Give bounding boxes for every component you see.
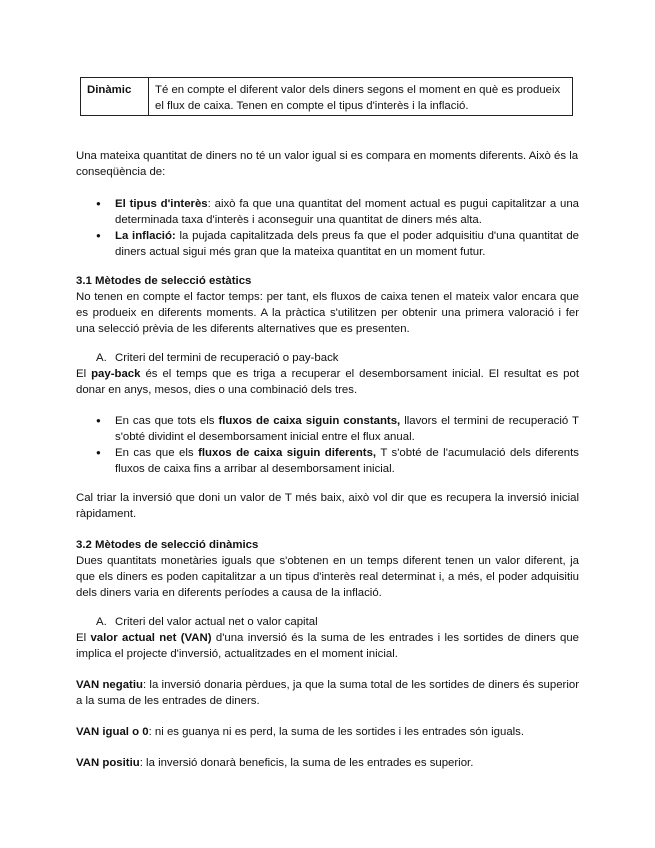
conclusion-block (76, 490, 579, 522)
van-paragraph: El valor actual net (VAN) d'una inversió és la suma de les entrades i les sortides de diners que implica el projecte d'inversió, actualitzades en el moment inicial. (76, 632, 579, 660)
intro-paragraph: Una mateixa quantitat de diners no té un valor igual si es compara en moments diferents. Això és la conseqüència de: (76, 150, 579, 178)
van-positive-paragraph: VAN positiu: la inversió donarà beneficis, la suma de les entrades es superior. (76, 757, 474, 769)
conclusion-paragraph: Cal triar la inversió que doni un valor de T més baix, això vol dir que es recupera la inversió inicial ràpidament. (76, 492, 579, 520)
sub-item-title: A. Criteri del valor actual net o valor capital (96, 616, 318, 628)
section-3-1 (76, 273, 579, 337)
list-item: ● La inflació: la pujada capitalitzada dels preus fa que el poder adquisitiu d'una quantitat de diners actual sigui més gran que la mateixa quantitat en un moment futur. (76, 228, 579, 260)
table-label: Dinàmic (81, 78, 149, 115)
van-negative-block (76, 677, 579, 709)
payback-block (76, 350, 579, 398)
bullets-cashflow (76, 413, 579, 477)
list-item: ● En cas que els fluxos de caixa siguin diferents, T s'obté de l'acumulació dels diferents fluxos de caixa fins a arribar al desemborsament inicial. (76, 445, 579, 477)
van-zero-block (76, 724, 579, 740)
list-item: ● El tipus d'interès: això fa que una quantitat del moment actual es pugui capitalitzar a una determinada taxa d'interès i aconseguir una quantitat de diners més alta. (76, 196, 579, 228)
van-negative-paragraph: VAN negatiu: la inversió donaria pèrdues, ja que la suma total de les sortides de diners és superior a la suma de les entrades de diners. (76, 679, 579, 707)
section-paragraph: Dues quantitats monetàries iguals que s'obtenen en un temps diferent tenen un valor diferent, ja que els diners es poden capitalitzar a un tipus d'interès real determinat i, a més, el poder adquisitiu dels diners varia en diferents períodes a causa de la inflació. (76, 555, 579, 599)
van-zero-paragraph: VAN igual o 0: ni es guanya ni es perd, la suma de les sortides i les entrades són iguals. (76, 726, 525, 738)
section-heading: 3.2 Mètodes de selecció dinàmics (76, 539, 259, 551)
table-text: Té en compte el diferent valor dels diners segons el moment en què es produeix el flux de caixa. Tenen en compte el tipus d'interès i la inflació. (155, 84, 561, 112)
summary-table (80, 77, 573, 116)
list-item: ● En cas que tots els fluxos de caixa siguin constants, llavors el termini de recuperació T s'obté dividint el desemborsament inicial entre el flux anual. (76, 413, 579, 445)
intro-block (76, 148, 579, 180)
payback-paragraph: El pay-back és el temps que es triga a recuperar el desemborsament inicial. El resultat es pot donar en anys, mesos, dies o una combinació dels tres. (76, 368, 579, 396)
section-3-2 (76, 537, 579, 601)
van-positive-block (76, 755, 579, 771)
sub-item-title: A. Criteri del termini de recuperació o pay-back (96, 352, 339, 364)
bullets-interest-inflation (76, 196, 579, 260)
section-paragraph: No tenen en compte el factor temps: per tant, els fluxos de caixa tenen el mateix valor encara que es produeix en diferents moments. A la pràctica s'utilitzen per obtenir una primera valoració i fer una selecció prèvia de les diferents alternatives que es presenten. (76, 291, 579, 335)
van-block (76, 614, 579, 662)
section-heading: 3.1 Mètodes de selecció estàtics (76, 275, 252, 287)
